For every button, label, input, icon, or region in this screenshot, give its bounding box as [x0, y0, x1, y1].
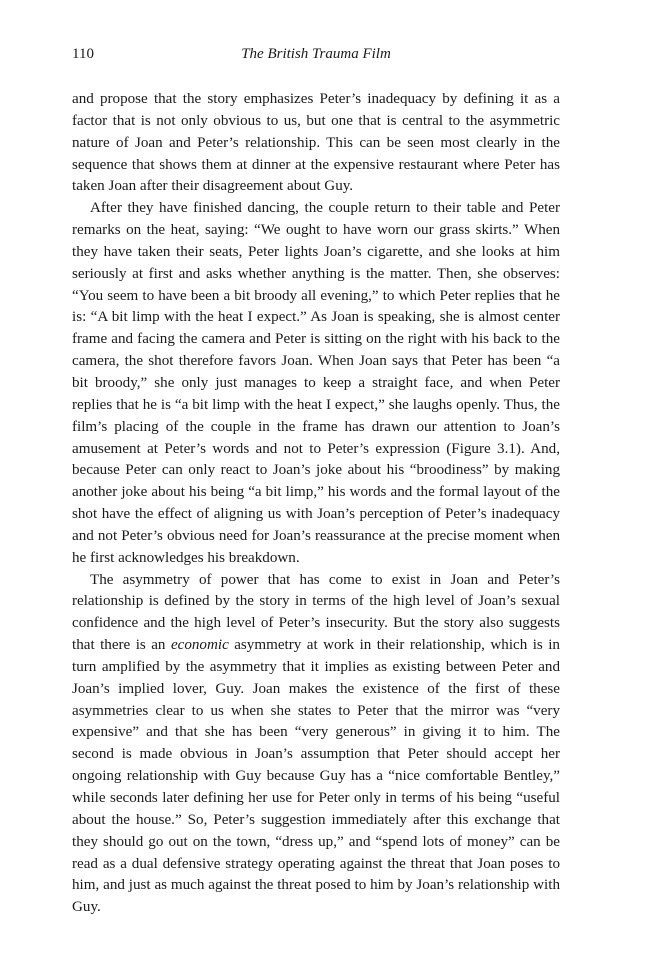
page-number: 110: [72, 46, 94, 62]
paragraph-2: After they have finished dancing, the couple return to their table and Peter remarks on the heat, saying: “We ought to have worn our grass skirts.” When they have taken their seats, Peter lights Joan’s cigarette, and she looks at him seriously at first and asks whether anything is the matter. Then, she observes: “You seem to have been a bit broody all evening,” to which Peter replies that he is: “A bit limp with the heat I expect.” As Joan is speaking, she is almost center frame and facing the camera and Peter is sitting on the right with his back to the camera, the shot therefore favors Joan. When Joan says that Peter has been “a bit broody,” she only just manages to keep a straight face, and when Peter replies that he is “a bit limp with the heat I expect,” she laughs openly. Thus, the film’s placing of the couple in the frame has drawn our attention to Joan’s amusement at Peter’s words and not to Peter’s expression (Figure 3.1). And, because Peter can only react to Joan’s joke about his “broodiness” by making another joke about his being “a bit limp,” his words and the formal layout of the shot have the effect of aligning us with Joan’s perception of Peter’s inadequacy and not Peter’s obvious need for Joan’s reassurance at the precise moment when he first acknowledges his breakdown.: [72, 200, 560, 566]
page-header: [72, 46, 560, 66]
paragraph-3-part-2: asymmetry at work in their relationship, which is in turn amplified by the asymmetry that it implies as existing between Peter and Joan’s implied lover, Guy. Joan makes the existence of the first of these asymmetries clear to us when she states to Peter that the mirror was “very expensive” and that she has been “very generous” in giving it to him. The second is made obvious in Joan’s assumption that Peter should accept her ongoing relationship with Guy because Guy has a “nice comfortable Bentley,” while seconds later defining her use for Peter only in terms of his being “useful about the house.” So, Peter’s suggestion immediately after this exchange that they should go out on the town, “dress up,” and “spend lots of money” can be read as a dual defensive strategy operating against the threat that Joan poses to him, and just as much against the threat posed to him by Joan’s relationship with Guy.: [72, 637, 560, 916]
paragraph-1: and propose that the story emphasizes Peter’s inadequacy by defining it as a factor that is not only obvious to us, but one that is central to the asymmetric nature of Joan and Peter’s relationship. This can be seen most clearly in the sequence that shows them at dinner at the expensive restaurant where Peter has taken Joan after their disagreement about Guy.: [72, 91, 560, 195]
paragraph-3-emphasis: economic: [170, 637, 229, 654]
body-text: [72, 89, 560, 919]
paragraph-3-part-1: The asymmetry of power that has come to exist in Joan and Peter’s relationship is defined by the story in terms of the high level of Joan’s sexual confidence and the high level of Peter’s insecurity. But the story also suggests that there is an: [72, 571, 560, 654]
running-title: The British Trauma Film: [241, 46, 391, 62]
paragraph-3: [72, 570, 560, 920]
